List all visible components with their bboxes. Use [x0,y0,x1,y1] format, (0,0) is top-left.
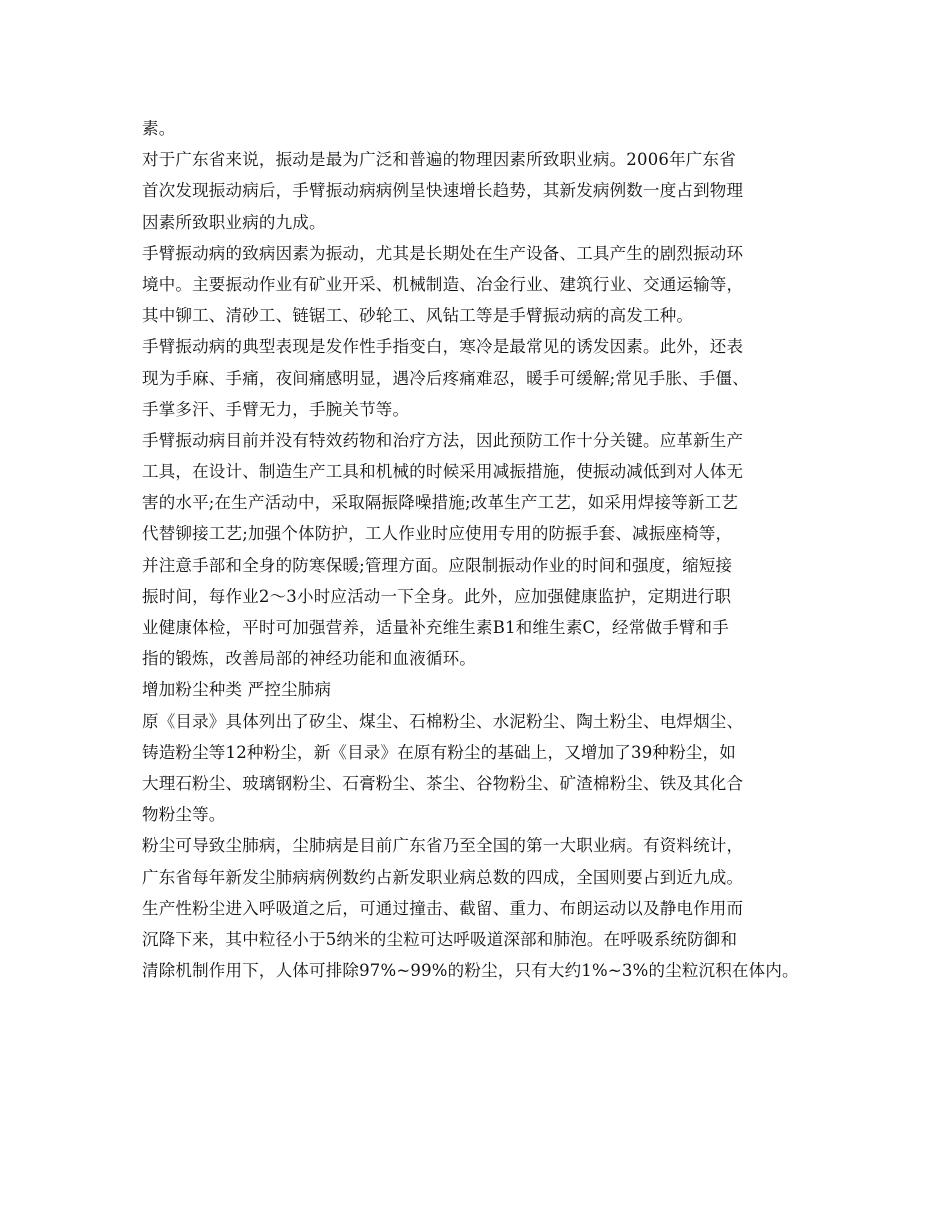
text-line: 大理石粉尘、玻璃钢粉尘、石膏粉尘、茶尘、谷物粉尘、矿渣棉粉尘、铁及其化合 [142,773,744,793]
text-line: 现为手麻、手痛，夜间痛感明显，遇冷后疼痛难忍，暖手可缓解;常见手胀、手僵、 [142,368,749,388]
text-line: 振时间，每作业2～3小时应活动一下全身。此外，应加强健康监护，定期进行职 [142,586,732,606]
section-heading: 增加粉尘种类 严控尘肺病 [142,680,332,700]
text-line: 原《目录》具体列出了矽尘、煤尘、石棉粉尘、水泥粉尘、陶土粉尘、电焊烟尘、 [142,711,744,731]
text-line: 因素所致职业病的九成。 [142,212,326,232]
text-line: 清除机制作用下，人体可排除97%~99%的粉尘，只有大约1%~3%的尘粒沉积在体内。 [142,961,799,981]
text-line: 手臂振动病的典型表现是发作性手指变白，寒冷是最常见的诱发因素。此外，还表 [142,337,744,357]
text-line: 并注意手部和全身的防寒保暖;管理方面。应限制振动作业的时间和强度，缩短接 [142,555,733,575]
text-line: 境中。主要振动作业有矿业开采、机械制造、冶金行业、建筑行业、交通运输等， [142,274,744,294]
text-line: 业健康体检，平时可加强营养，适量补充维生素B1和维生素C，经常做手臂和手 [142,618,729,637]
text-line: 害的水平;在生产活动中，采取隔振降噪措施;改革生产工艺，如采用焊接等新工艺 [142,493,739,513]
document-body [142,113,832,986]
text-line: 其中铆工、清砂工、链锯工、砂轮工、风钻工等是手臂振动病的高发工种。 [142,306,694,326]
text-line: 工具，在设计、制造生产工具和机械的时候采用减振措施，使振动减低到对人体无 [142,462,744,482]
text-line: 手臂振动病的致病因素为振动，尤其是长期处在生产设备、工具产生的剧烈振动环 [142,243,744,263]
text-line: 物粉尘等。 [142,805,226,825]
text-line: 生产性粉尘进入呼吸道之后，可通过撞击、截留、重力、布朗运动以及静电作用而 [142,898,744,918]
text-line: 指的锻炼，改善局部的神经功能和血液循环。 [142,649,476,669]
text-line: 沉降下来，其中粒径小于5纳米的尘粒可达呼吸道深部和肺泡。在呼吸系统防御和 [142,929,738,949]
text-line: 铸造粉尘等12种粉尘，新《目录》在原有粉尘的基础上，又增加了39种粉尘，如 [142,742,736,762]
text-line: 首次发现振动病后，手臂振动病病例呈快速增长趋势，其新发病例数一度占到物理 [142,181,744,201]
text-line: 粉尘可导致尘肺病，尘肺病是目前广东省乃至全国的第一大职业病。有资料统计， [142,836,744,856]
text-line: 手掌多汗、手臂无力，手腕关节等。 [142,399,410,419]
text-line: 代替铆接工艺;加强个体防护，工人作业时应使用专用的防振手套、减振座椅等， [142,524,733,544]
text-line: 素。 [142,119,176,138]
text-line: 广东省每年新发尘肺病病例数约占新发职业病总数的四成，全国则要占到近九成。 [142,867,744,887]
text-line: 手臂振动病目前并没有特效药物和治疗方法，因此预防工作十分关键。应革新生产 [142,430,744,450]
text-line: 对于广东省来说，振动是最为广泛和普遍的物理因素所致职业病。2006年广东省 [142,150,736,170]
